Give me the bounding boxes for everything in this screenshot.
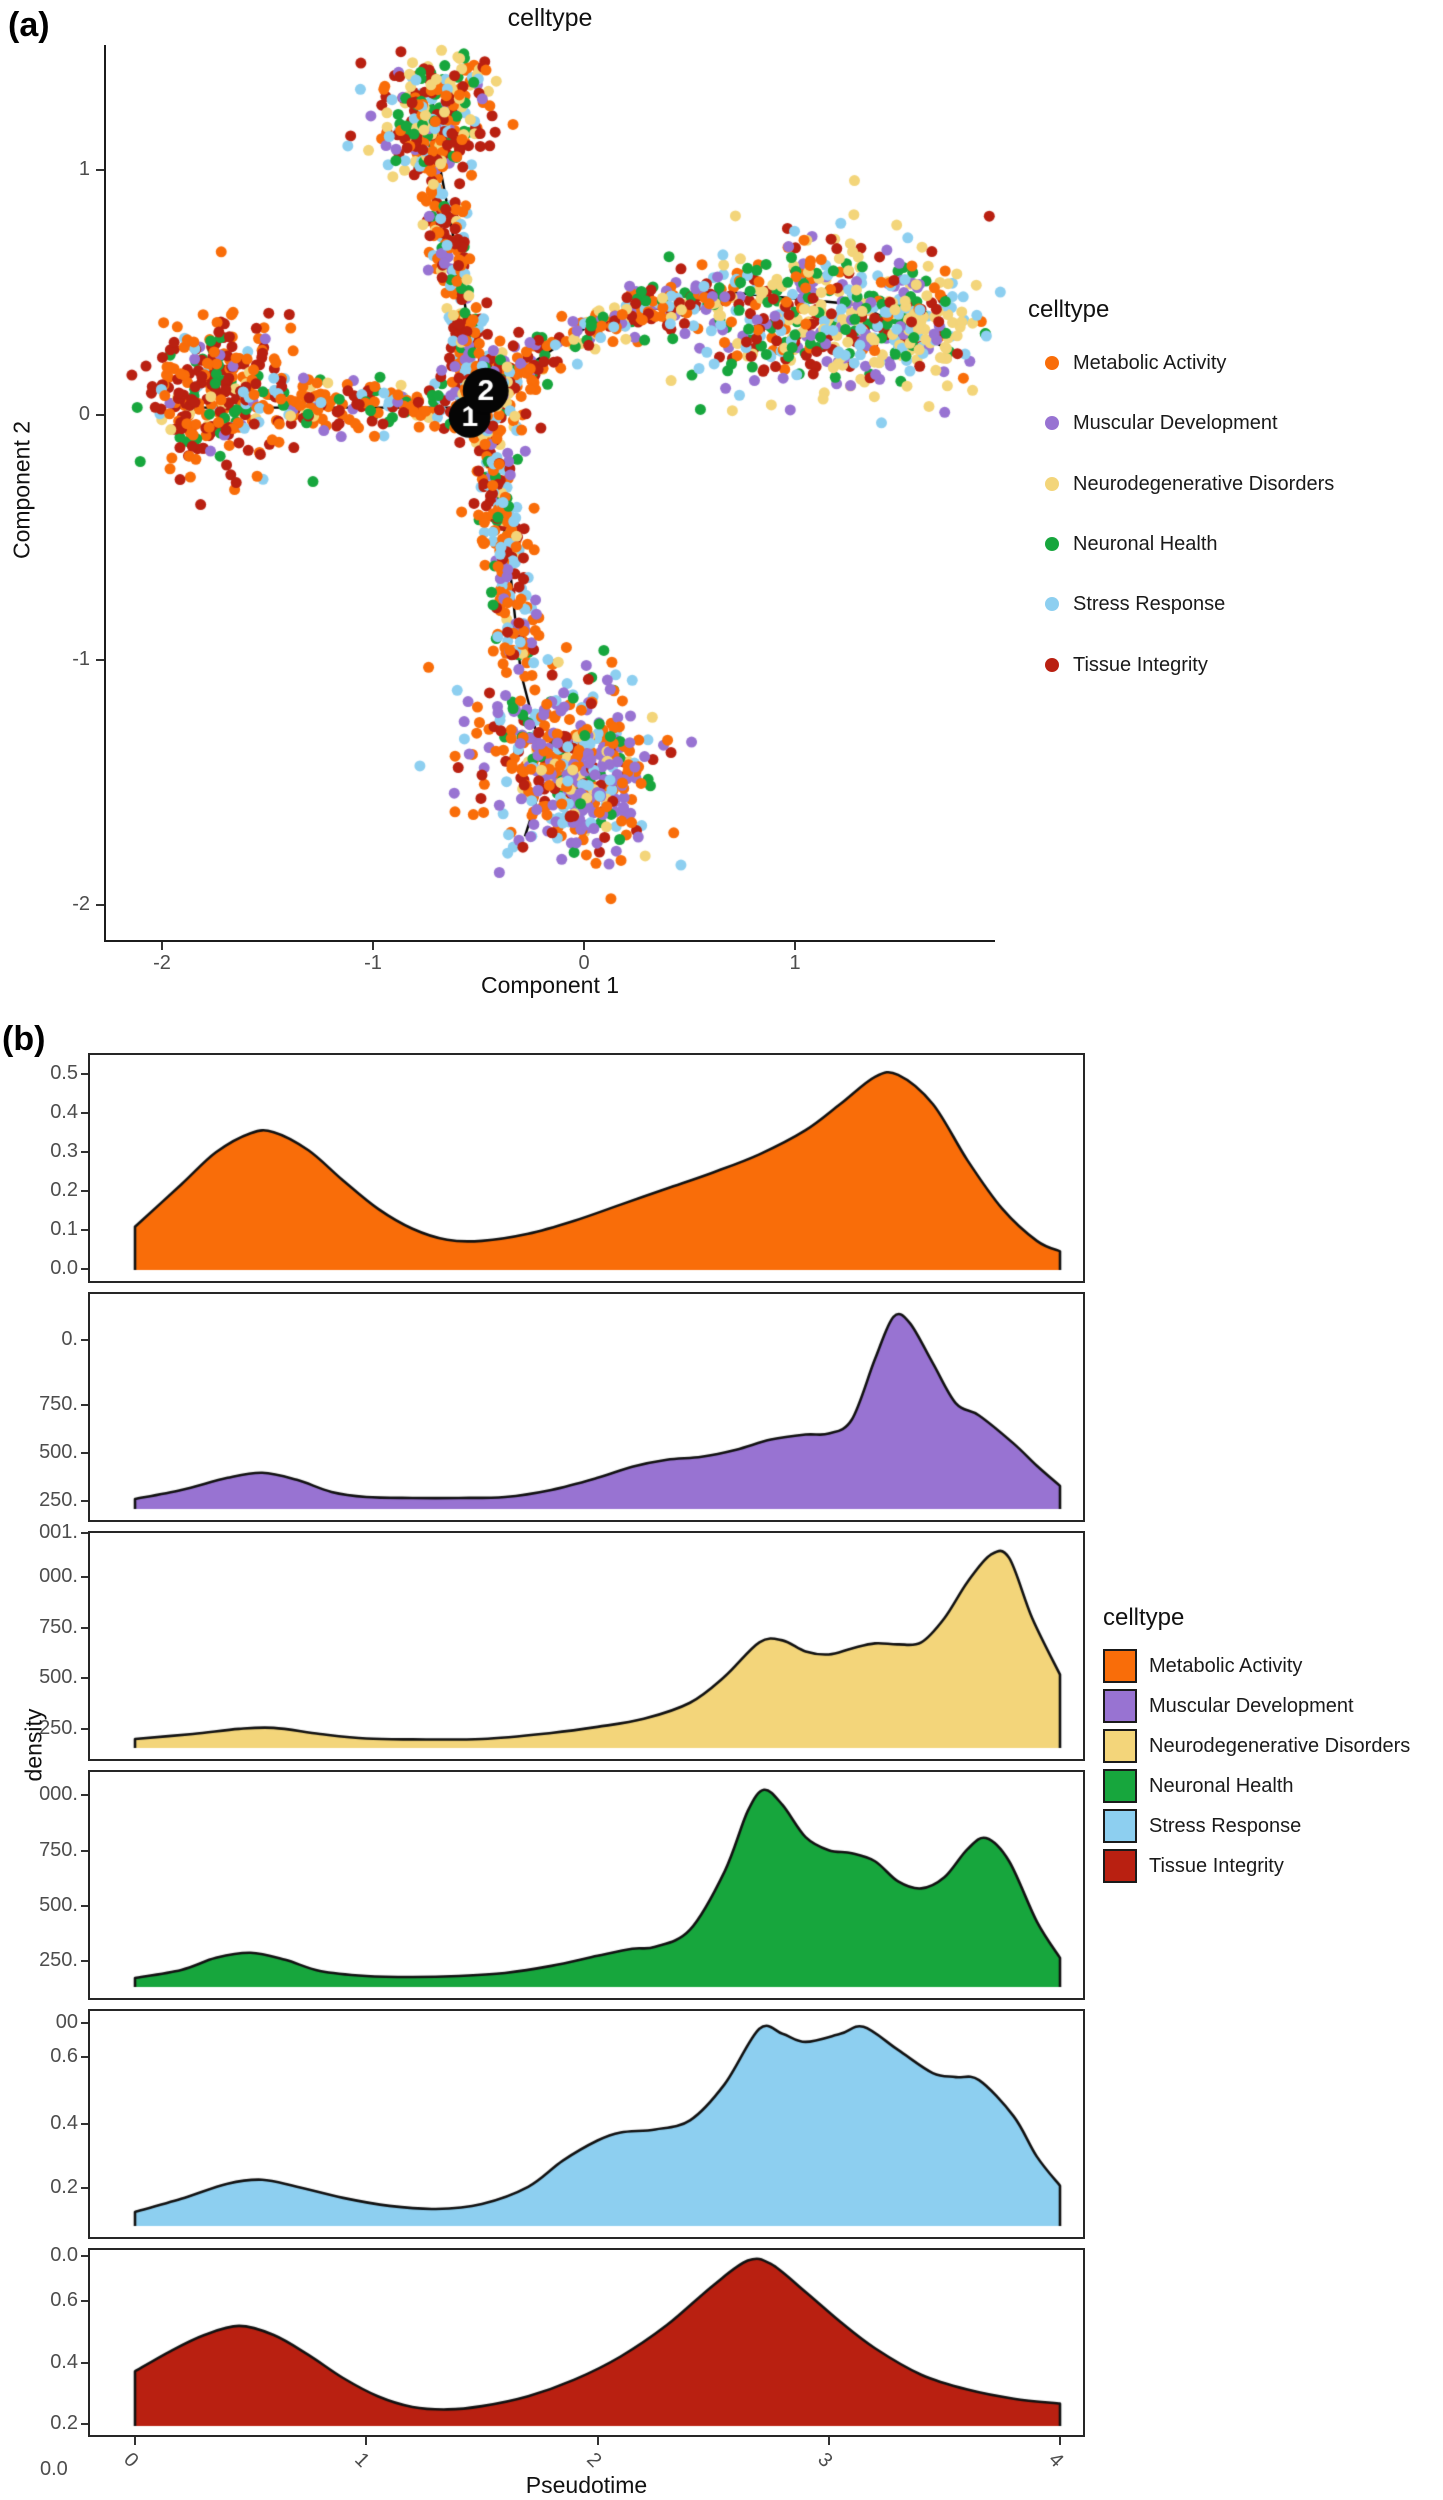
panel-b-xlabel: Pseudotime bbox=[525, 2472, 648, 2498]
facet-y-tick-mark bbox=[81, 1339, 88, 1341]
panel-a-ylabel: Component 2 bbox=[8, 420, 35, 560]
panel-b-x-tick-label: 3 bbox=[812, 2448, 837, 2472]
facet-y-tick-label: 750. bbox=[39, 1839, 78, 1861]
facet-y-tick-label: 0.2 bbox=[50, 2176, 78, 2198]
legend-color-dot bbox=[1045, 477, 1059, 491]
legend-item bbox=[1103, 1688, 1354, 1724]
facet-y-tick-label: 0.2 bbox=[50, 1179, 78, 1201]
facet-y-tick-label: 0.5 bbox=[50, 1062, 78, 1084]
legend-color-dot bbox=[1045, 658, 1059, 672]
legend-color-swatch bbox=[1103, 1729, 1137, 1763]
facet-y-tick-mark bbox=[81, 1532, 88, 1534]
density-facet bbox=[88, 1531, 1085, 1761]
facet-y-tick-mark bbox=[81, 1728, 88, 1730]
facet-y-tick-label: 500. bbox=[39, 1441, 78, 1463]
legend-color-dot bbox=[1045, 537, 1059, 551]
x-tick-mark bbox=[794, 942, 796, 950]
density-curve-canvas bbox=[90, 2011, 1083, 2237]
facet-y-tick-mark bbox=[81, 1190, 88, 1192]
legend-item-label: Stress Response bbox=[1073, 592, 1226, 615]
panel-b-ylabel: density bbox=[20, 1708, 47, 1782]
legend-item-label: Tissue Integrity bbox=[1149, 1854, 1284, 1877]
facet-y-tick-mark bbox=[81, 1151, 88, 1153]
panel-b-x-tick-mark bbox=[1059, 2437, 1061, 2445]
legend-color-swatch bbox=[1103, 1689, 1137, 1723]
facet-y-tick-label: 0.4 bbox=[50, 1101, 78, 1123]
density-curve-canvas bbox=[90, 1772, 1083, 1998]
panel-b-tag: (b) bbox=[2, 1020, 46, 1058]
legend-item-label: Muscular Development bbox=[1073, 411, 1278, 434]
facet-y-tick-label: 001. bbox=[39, 1521, 78, 1543]
panel-a-y-axis-line bbox=[104, 45, 106, 942]
legend-item bbox=[1103, 1768, 1294, 1804]
facet-y-tick-label: 0.6 bbox=[50, 2045, 78, 2067]
legend-item bbox=[1045, 410, 1278, 436]
legend-item bbox=[1103, 1648, 1302, 1684]
legend-item-label: Metabolic Activity bbox=[1073, 351, 1227, 374]
y-tick-mark bbox=[96, 414, 104, 416]
legend-item-label: Neuronal Health bbox=[1073, 532, 1218, 555]
x-tick-mark bbox=[583, 942, 585, 950]
panel-b-x-tick-label: 4 bbox=[1044, 2448, 1068, 2472]
facet-y-tick-mark bbox=[81, 1500, 88, 1502]
facet-y-tick-label: 250. bbox=[39, 1949, 78, 1971]
facet-y-tick-mark bbox=[81, 1905, 88, 1907]
legend-color-dot bbox=[1045, 416, 1059, 430]
facet-y-tick-label: 0.4 bbox=[50, 2351, 78, 2373]
facet-y-tick-mark bbox=[81, 1960, 88, 1962]
facet-y-tick-mark bbox=[81, 2362, 88, 2364]
panel-b-x-tick-mark bbox=[365, 2437, 367, 2445]
facet-y-tick-mark bbox=[81, 2187, 88, 2189]
facet-y-tick-label: 500. bbox=[39, 1666, 78, 1688]
legend-item-label: Neurodegenerative Disorders bbox=[1073, 472, 1335, 495]
facet-y-tick-label: 750. bbox=[39, 1393, 78, 1415]
legend-color-swatch bbox=[1103, 1849, 1137, 1883]
facet-y-tick-label: 0.4 bbox=[50, 2112, 78, 2134]
density-facet bbox=[88, 1292, 1085, 1522]
facet-y-tick-mark bbox=[81, 1576, 88, 1578]
facet-y-tick-mark bbox=[81, 2123, 88, 2125]
facet-y-tick-label: 0. bbox=[61, 1328, 78, 1350]
facet-y-tick-label: 0.0 bbox=[50, 1257, 78, 1279]
facet-y-tick-mark bbox=[81, 2022, 88, 2024]
panel-b-x-tick-label: 0 bbox=[119, 2448, 143, 2472]
legend-item-label: Tissue Integrity bbox=[1073, 653, 1208, 676]
legend-item bbox=[1103, 1728, 1410, 1764]
facet-y-tick-mark bbox=[81, 1268, 88, 1270]
legend-color-swatch bbox=[1103, 1769, 1137, 1803]
facet-y-tick-mark bbox=[81, 1404, 88, 1406]
legend-item bbox=[1045, 591, 1225, 617]
x-tick-label: -2 bbox=[153, 952, 171, 974]
y-tick-mark bbox=[96, 904, 104, 906]
panel-a-xlabel: Component 1 bbox=[480, 972, 620, 998]
facet-y-tick-mark bbox=[81, 2300, 88, 2302]
legend-item bbox=[1045, 652, 1208, 678]
facet-y-tick-mark bbox=[81, 1627, 88, 1629]
facet-y-tick-mark bbox=[81, 1677, 88, 1679]
facet-y-tick-label: 0.1 bbox=[50, 1218, 78, 1240]
density-curve-canvas bbox=[90, 1294, 1083, 1520]
x-tick-mark bbox=[372, 942, 374, 950]
panel-b-x-tick-mark bbox=[828, 2437, 830, 2445]
facet-y-tick-mark bbox=[81, 1073, 88, 1075]
panel-a-x-axis-line bbox=[104, 940, 995, 942]
facet-y-tick-mark bbox=[81, 1794, 88, 1796]
panel-b-x-tick-label: 1 bbox=[350, 2448, 374, 2472]
y-tick-label: -2 bbox=[72, 893, 90, 915]
facet-y-tick-label: 000. bbox=[39, 1783, 78, 1805]
panel-a-legend-title: celltype bbox=[1028, 296, 1110, 323]
legend-color-swatch bbox=[1103, 1649, 1137, 1683]
facet-y-tick-mark bbox=[81, 1850, 88, 1852]
facet-y-tick-label: 0.3 bbox=[50, 1140, 78, 1162]
legend-item bbox=[1045, 350, 1226, 376]
legend-item bbox=[1045, 471, 1334, 497]
y-tick-label: 0 bbox=[78, 403, 90, 425]
trajectory-scatter-plot bbox=[0, 0, 1040, 1010]
facet-y-tick-mark bbox=[81, 2056, 88, 2058]
y-tick-mark bbox=[96, 169, 104, 171]
panel-b-x-tick-mark bbox=[134, 2437, 136, 2445]
legend-color-dot bbox=[1045, 356, 1059, 370]
density-curve-canvas bbox=[90, 1533, 1083, 1759]
density-facet bbox=[88, 2248, 1085, 2437]
facet-y-tick-mark bbox=[81, 1112, 88, 1114]
facet-y-tick-mark bbox=[81, 1229, 88, 1231]
panel-b-x-tick-mark bbox=[597, 2437, 599, 2445]
facet-y-tick-label: 0.6 bbox=[50, 2289, 78, 2311]
panel-b-x-tick-label: 2 bbox=[581, 2448, 606, 2472]
facet-y-tick-label: 250. bbox=[39, 1489, 78, 1511]
legend-item bbox=[1045, 531, 1218, 557]
facet-y-tick-label: 250. bbox=[39, 1717, 78, 1739]
x-tick-label: -1 bbox=[364, 952, 382, 974]
legend-item bbox=[1103, 1808, 1301, 1844]
density-facet bbox=[88, 1053, 1085, 1283]
facet-y-tick-label: 750. bbox=[39, 1616, 78, 1638]
x-tick-mark bbox=[161, 942, 163, 950]
y-tick-label: -1 bbox=[72, 648, 90, 670]
facet-y-tick-mark bbox=[81, 2255, 88, 2257]
facet-y-tick-mark bbox=[81, 1452, 88, 1454]
density-facet bbox=[88, 2009, 1085, 2239]
density-curve-canvas bbox=[90, 1055, 1083, 1281]
facet-y-tick-mark bbox=[81, 2423, 88, 2425]
legend-item-label: Metabolic Activity bbox=[1149, 1654, 1303, 1677]
y-tick-label: 1 bbox=[78, 158, 90, 180]
legend-color-swatch bbox=[1103, 1809, 1137, 1843]
panel-b-legend-title: celltype bbox=[1103, 1604, 1185, 1631]
legend-item-label: Neuronal Health bbox=[1149, 1774, 1294, 1797]
legend-item-label: Neurodegenerative Disorders bbox=[1149, 1734, 1411, 1757]
legend-color-dot bbox=[1045, 597, 1059, 611]
facet-y-tick-label: 0.0 bbox=[50, 2244, 78, 2266]
facet-y-tick-label: 000. bbox=[39, 1565, 78, 1587]
x-tick-label: 1 bbox=[789, 952, 801, 974]
facet-y-tick-label: 500. bbox=[39, 1894, 78, 1916]
density-curve-canvas bbox=[90, 2250, 1083, 2435]
legend-item-label: Muscular Development bbox=[1149, 1694, 1354, 1717]
facet-y-tick-label: 0.2 bbox=[50, 2412, 78, 2434]
legend-item-label: Stress Response bbox=[1149, 1814, 1302, 1837]
facet-y-tick-label: 00 bbox=[55, 2011, 78, 2033]
x-tick-label: 0 bbox=[578, 952, 590, 974]
panel-b-corner-label: 0.0 bbox=[40, 2458, 68, 2480]
legend-item bbox=[1103, 1848, 1284, 1884]
density-facet bbox=[88, 1770, 1085, 2000]
y-tick-mark bbox=[96, 659, 104, 661]
